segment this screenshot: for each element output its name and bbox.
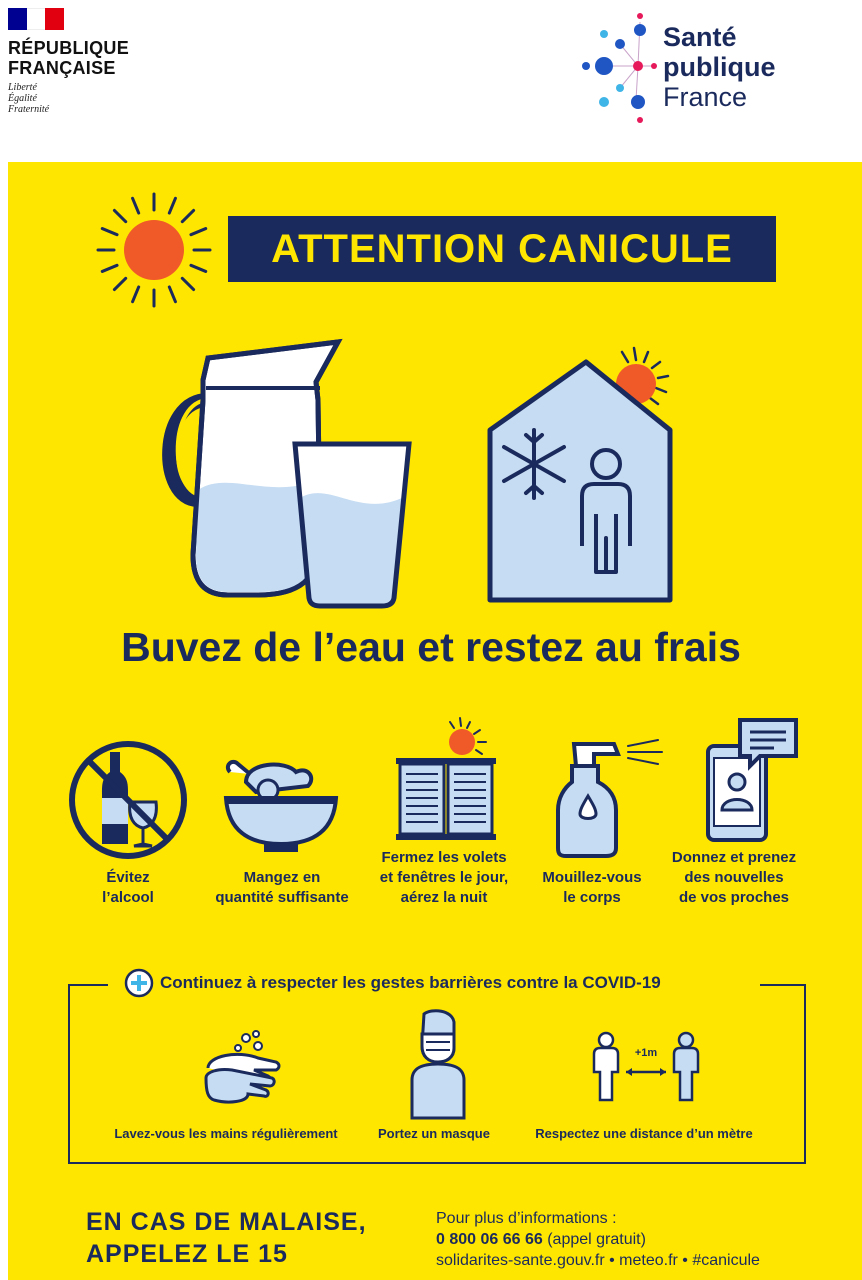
distance-icon <box>586 1028 706 1108</box>
tip-spray-label: Mouillez-vous le corps <box>542 869 642 906</box>
emergency-message: EN CAS DE MALAISE, APPELEZ LE 15 <box>86 1208 367 1268</box>
banner-title: ATTENTION CANICULE <box>228 216 776 282</box>
gesture-distance-label: Respectez une distance d’un mètre <box>535 1126 753 1141</box>
phone-number[interactable]: 0 800 06 66 66 <box>436 1231 543 1248</box>
sante-publique-france-logo <box>578 8 838 128</box>
tip-food-label: Mangez en quantité suffisante <box>215 869 349 906</box>
info-title: Pour plus d’informations : <box>436 1210 617 1227</box>
tip-shutters-label: Fermez les volets et fenêtres le jour, aérez la nuit <box>379 849 509 906</box>
header <box>0 0 862 160</box>
french-flag-icon <box>8 8 64 30</box>
hand-washing-icon <box>198 1028 282 1108</box>
spray-bottle-icon <box>554 736 674 866</box>
info-phone-line <box>436 1229 760 1250</box>
shutters-icon <box>392 714 502 844</box>
water-glass-icon <box>290 440 414 610</box>
plus-circle-icon <box>124 968 154 998</box>
covid-box-top-right <box>760 984 804 986</box>
info-block <box>436 1208 760 1271</box>
covid-title-text: Continuez à respecter les gestes barrières contre la COVID-19 <box>160 973 661 992</box>
covid-box-top-left <box>68 984 108 986</box>
phone-note: (appel gratuit) <box>542 1231 646 1248</box>
republique-title: RÉPUBLIQUE FRANÇAISE <box>8 38 130 78</box>
house-cool-icon <box>486 342 686 602</box>
no-alcohol-icon <box>66 738 190 862</box>
info-links[interactable]: solidarites-sante.gouv.fr • meteo.fr • #canicule <box>436 1252 760 1269</box>
food-bowl-icon <box>216 752 346 862</box>
mask-icon <box>408 1008 468 1118</box>
gesture-mask-label: Portez un masque <box>378 1126 490 1141</box>
tip-alcohol-label: Évitez l’alcool <box>102 869 154 906</box>
main-message: Buvez de l’eau et restez au frais <box>121 624 741 670</box>
sun-icon <box>89 185 219 315</box>
covid-title <box>118 968 667 998</box>
phone-message-icon <box>704 716 804 846</box>
gesture-wash-label: Lavez-vous les mains régulièrement <box>114 1126 338 1141</box>
tip-phone-label: Donnez et prenez des nouvelles de vos proches <box>671 849 797 906</box>
spf-name: Santé publique France <box>663 22 776 112</box>
distance-label: +1m <box>634 1047 658 1059</box>
republique-francaise-logo <box>8 8 129 115</box>
republique-motto: Liberté Égalité Fraternité <box>8 82 50 115</box>
spf-network-icon <box>578 8 658 128</box>
